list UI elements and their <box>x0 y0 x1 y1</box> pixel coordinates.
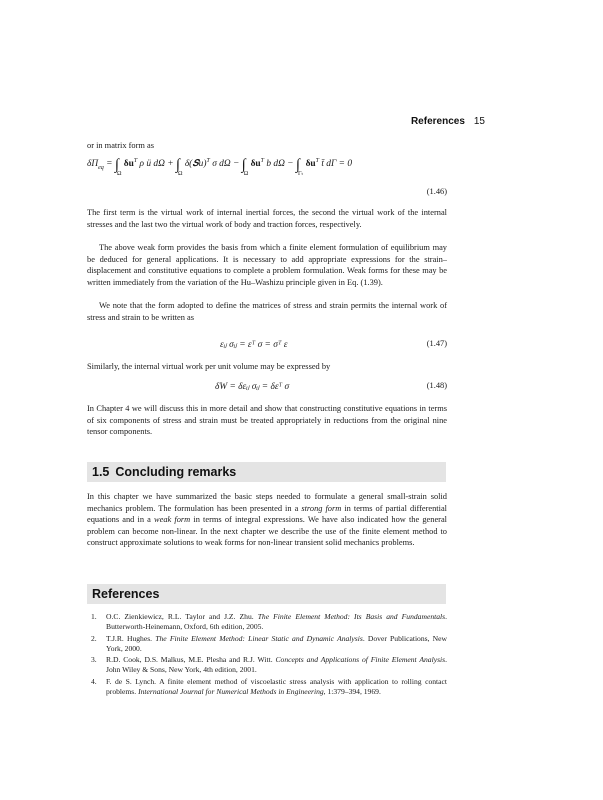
section-title: Concluding remarks <box>115 465 237 479</box>
paragraph: We note that the form adopted to define the matrices of stress and strain permits the internal work of stress and strain to be written as <box>87 301 447 322</box>
equation-1-46 <box>87 157 447 201</box>
integral-sign: ∫ <box>114 157 119 173</box>
references-heading: References <box>87 584 446 604</box>
section-number: 1.5 <box>92 465 110 479</box>
reference-item: 3. R.D. Cook, D.S. Malkus, M.E. Plesha and R.J. Witt. Concepts and Applications of Finite Element Analysis. John Wiley & Sons, New York, 4th edition, 2001. <box>91 655 448 675</box>
paragraph: The above weak form provides the basis from which a finite element formulation of equilibrium may be deduced for general applications. It is necessary to add appropriate expressions for the strain–displacement and constitutive equations to complete a problem formulation. Weak forms for these may be written immediately from the variation of the Hu–Washizu principle given in Eq. (1.39). <box>87 243 447 287</box>
reference-list <box>87 612 447 698</box>
equation-number: (1.47) <box>426 339 447 348</box>
reference-item: 2. T.J.R. Hughes. The Finite Element Method: Linear Static and Dynamic Analysis. Dover Publications, New York, 2000. <box>91 633 448 653</box>
integral-domain: Ω <box>116 171 122 177</box>
equation-1-46-body: $\delta\Pi_{eq} = \int_\Omega$ $\delta u^T$ ρ ü $d\Omega + \int_\Omega$ δ(𝑺u)$^T$ σ $d\Omega - \int_\Omega$ $\delta u^T$ b $d\Omega - \int_{\Gamma_t}$ $\delta u^T$ t̄ dΓ = 0 <box>87 157 353 177</box>
integral-domain: Γₜ <box>297 171 304 177</box>
paragraph: In this chapter we have summarized the basic steps needed to formulate a general small-strain solid mechanics problem. The formulation has been presented in a strong form in terms of partial differential equations and in a weak form in terms of integral expressions. We have also indicated how the general problem can become non-linear. In the next chapter we describe the use of the finite element method to construct approximate solutions to weak forms for non-linear transient solid mechanics problems. <box>87 492 448 547</box>
integral-domain: Ω <box>178 171 183 177</box>
running-head <box>411 116 485 127</box>
paragraph: Similarly, the internal virtual work per unit volume may be expressed by <box>87 362 331 371</box>
paragraph: The first term is the virtual work of internal inertial forces, the second the virtual work of the internal stresses and the last two the virtual work of body and traction forces, respectively. <box>87 208 447 229</box>
reference-item: 1. O.C. Zienkiewicz, R.L. Taylor and J.Z. Zhu. The Finite Element Method: Its Basis and Fundamentals. Butterworth-Heinemann, Oxford, 6th edition, 2005. <box>91 612 447 632</box>
page-number: 15 <box>473 116 485 127</box>
intro-line: or in matrix form as <box>87 141 154 150</box>
running-head-title: References <box>410 116 465 127</box>
integral-sign: ∫ <box>241 157 246 173</box>
equation-number: (1.48) <box>426 381 447 390</box>
integral-sign: ∫ <box>175 157 180 173</box>
section-heading <box>87 462 446 482</box>
equation-1-48: δW = δεᵢⱼ σᵢⱼ = δεᵀ σ (1.48) <box>215 381 447 392</box>
integral-domain: Ω <box>243 171 249 177</box>
reference-item: 4. F. de S. Lynch. A finite element method of viscoelastic stress analysis with application to rolling contact problems. International Journal for Numerical Methods in Engineering, 1:379–394, 1969. <box>91 676 447 697</box>
paragraph: In Chapter 4 we will discuss this in more detail and show that constructing constitutive equations in terms of six components of stress and strain must be treated appropriately in reductions from the original nine tensor components. <box>87 404 447 436</box>
equation-number: (1.46) <box>426 187 447 196</box>
equation-1-47: εᵢⱼ σᵢⱼ = εᵀ σ = σᵀ ε (1.47) <box>220 339 447 350</box>
integral-sign: ∫ <box>295 157 300 173</box>
